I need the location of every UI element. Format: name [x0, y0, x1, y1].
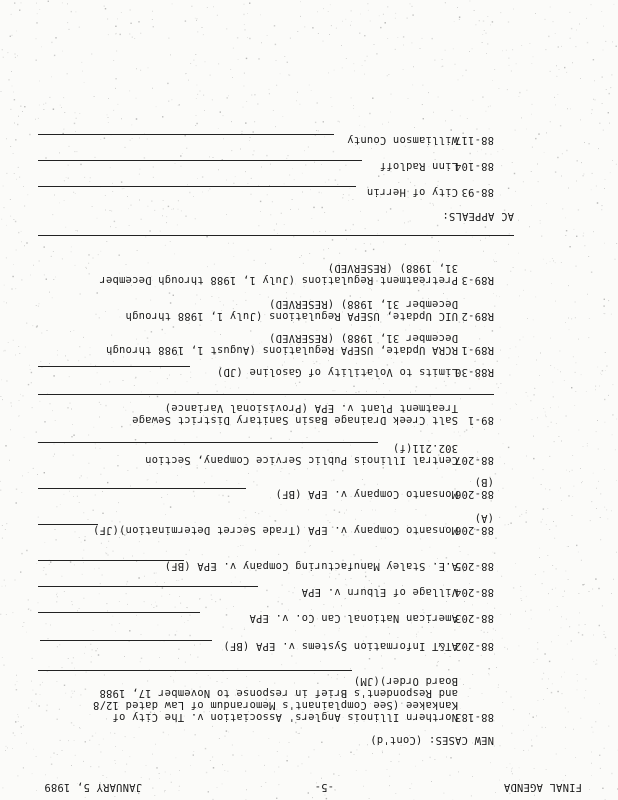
- rule: [38, 488, 246, 489]
- case-88-205-line-1: A.E. Staley Manufacturing Company v. EPA (BF): [164, 560, 458, 572]
- ac-88-93-number: 88-93: [461, 186, 494, 198]
- case-r89-1-number: R89-1: [461, 344, 494, 356]
- case-88-206a-part: (A): [474, 512, 494, 524]
- rule: [38, 160, 362, 161]
- rule: [38, 186, 356, 187]
- case-88-207-number: 88-207: [454, 454, 494, 466]
- ac-88-117-number: 88-117: [454, 134, 494, 146]
- case-89-1-number: 89-1: [467, 414, 494, 426]
- case-r89-1-line-2: December 31, 1988) (RESERVED): [268, 332, 458, 344]
- case-r89-2-number: R89-2: [461, 310, 494, 322]
- case-88-183-line-4: Board Order)(JM): [353, 675, 458, 687]
- case-89-1-line-1: Salt Creek Drainage Basin Sanitary District Sewage: [131, 414, 458, 426]
- header-agenda-label: FINAL AGENDA: [503, 781, 582, 793]
- case-88-207-line-1: Central Illinois Public Service Company, Section: [144, 454, 458, 466]
- rule: [40, 640, 212, 641]
- case-88-206b-number: 88-206: [454, 488, 494, 500]
- rule: [38, 560, 184, 561]
- case-88-204-number: 88-204: [454, 586, 494, 598]
- rule: [38, 235, 514, 236]
- case-r89-2-line-2: December 31, 1988) (RESERVED): [268, 298, 458, 310]
- case-r88-30-number: R88-30: [454, 366, 494, 378]
- header-date: JANUARY 5, 1989: [44, 781, 142, 793]
- case-88-202-number: 88-202: [454, 640, 494, 652]
- case-88-203-number: 88-203: [454, 612, 494, 624]
- case-88-206b-line-1: Monsanto Company v. EPA (BF): [275, 488, 458, 500]
- case-r89-3-number: R89-3: [461, 274, 494, 286]
- case-r89-3-line-1: Pretreatment Regulations (July 1, 1988 through December: [99, 274, 458, 286]
- rule: [38, 586, 258, 587]
- ac-88-117-name: Williamson County: [347, 134, 458, 146]
- case-89-1-line-2: Treatment Plant v. EPA (Provisional Variance): [164, 402, 458, 414]
- case-88-206a-line-1: Monsanto Company v. EPA (Trade Secret Determination)(JF): [92, 524, 458, 536]
- case-88-207-line-2: 302.211(f): [392, 442, 458, 454]
- rule: [38, 670, 352, 671]
- case-r89-3-line-2: 31, 1988) (RESERVED): [327, 262, 458, 274]
- ac-88-93-name: City of Herrin: [366, 186, 458, 198]
- case-88-206a-number: 88-206: [454, 524, 494, 536]
- rule: [38, 524, 98, 525]
- case-r89-1-line-1: RCRA Update, USEPA Regulations (August 1, 1988 through: [105, 344, 458, 356]
- ac-88-104-number: 88-104: [454, 160, 494, 172]
- case-88-183-line-2: Kankakee (See Complainant's Memorandum of Law dated 12/8: [92, 699, 458, 711]
- rule: [38, 366, 190, 367]
- case-88-204-line-1: Village of Elburn v. EPA: [301, 586, 458, 598]
- rule: [38, 394, 494, 395]
- section-title-ac-appeals: AC APPEALS:: [442, 210, 514, 222]
- case-88-183-line-1: Northern Illinois Anglers' Association v. The City of: [112, 711, 458, 723]
- case-88-202-line-1: AT&T Information Systems v. EPA (BF): [223, 640, 458, 652]
- case-88-205-number: 88-205: [454, 560, 494, 572]
- section-title-new-cases: NEW CASES: (Cont'd): [370, 734, 494, 746]
- case-88-183-line-3: and Respondent's Brief in response to November 17, 1988: [99, 687, 458, 699]
- rule: [38, 612, 200, 613]
- ac-88-104-name: Linn Radloff: [379, 160, 458, 172]
- header-page-number: -5-: [314, 781, 334, 793]
- rule: [38, 442, 378, 443]
- case-88-206b-part: (B): [474, 476, 494, 488]
- case-88-203-line-1: American National Can Co. v. EPA: [249, 612, 458, 624]
- case-88-183-number: 88-183: [454, 711, 494, 723]
- case-r88-30-line-1: Limits to Volatility of Gasoline (JD): [216, 366, 458, 378]
- rule: [38, 134, 334, 135]
- case-r89-2-line-1: UIC Update, USEPA Regulations (July 1, 1988 through: [125, 310, 458, 322]
